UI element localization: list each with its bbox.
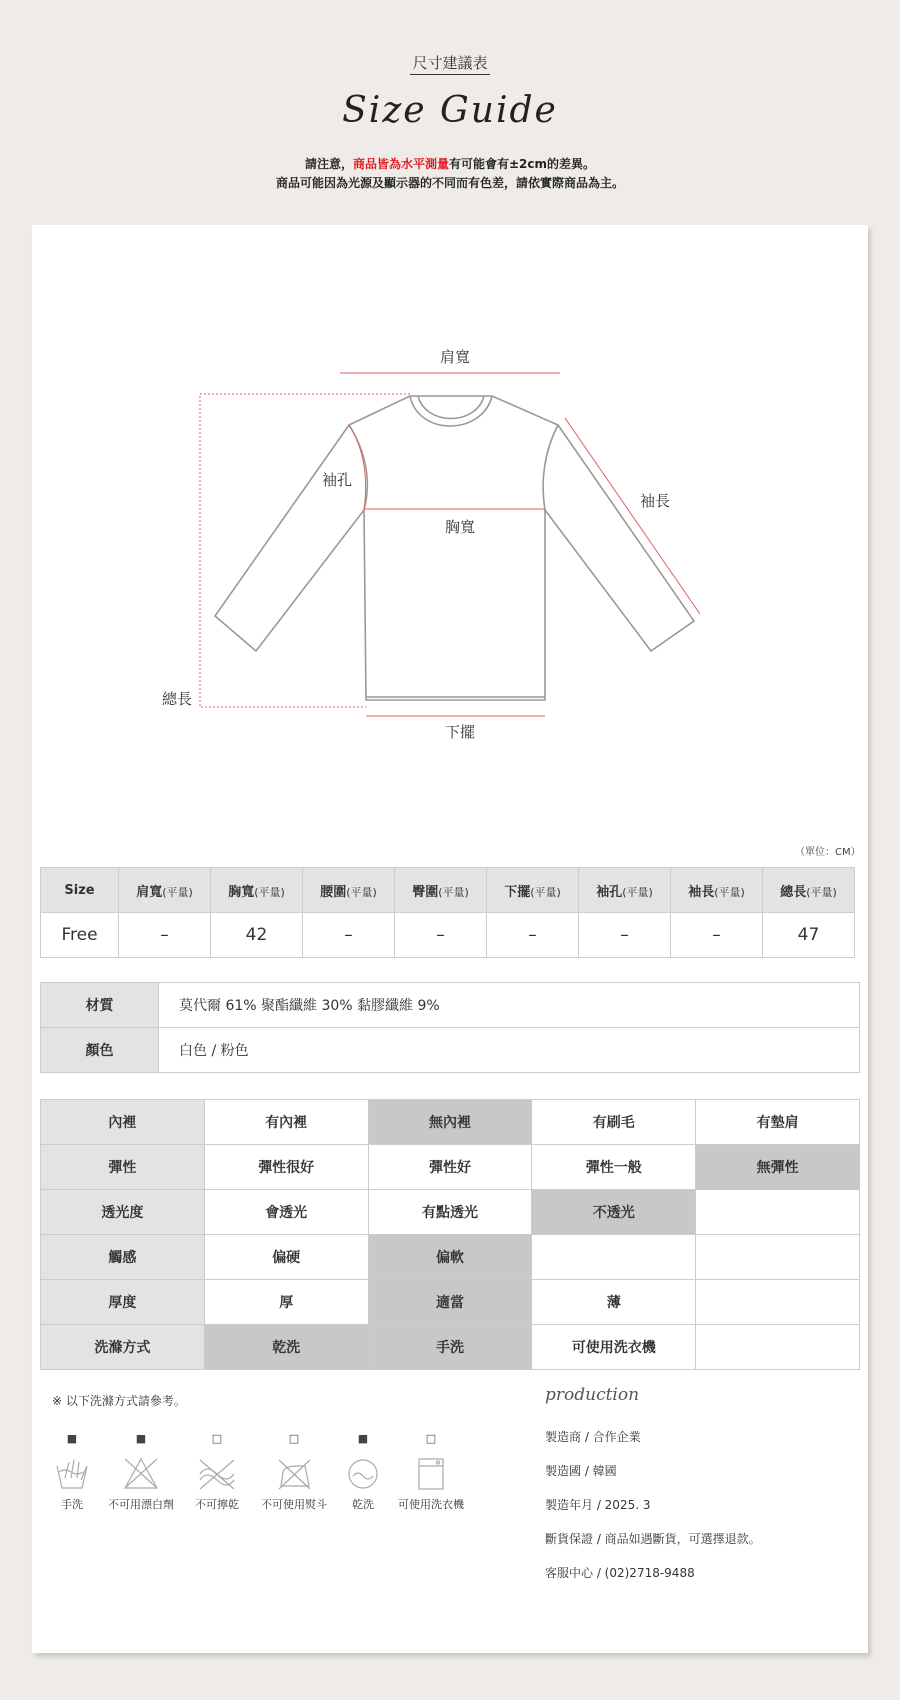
garment-measurement-diagram	[0, 0, 900, 780]
size-value-cell: 47	[763, 913, 855, 958]
label-chest: 胸寬	[444, 518, 476, 536]
wash-note: ※ 以下洗滌方式請參考。	[52, 1394, 186, 1408]
label-hem: 下擺	[444, 723, 476, 741]
wash-mark: □	[288, 1432, 300, 1445]
property-option: 手洗	[368, 1325, 532, 1370]
wash-mark: ■	[357, 1432, 369, 1445]
production-line-service: 客服中心 / (02)2718-9488	[545, 1566, 695, 1580]
size-col-header: 臀圍(平量)	[395, 868, 487, 913]
size-header-cell: Size	[41, 868, 119, 913]
property-option: 有刷毛	[532, 1100, 696, 1145]
notice-highlight: 商品皆為水平測量	[352, 157, 449, 171]
material-table	[40, 982, 860, 1073]
size-col-header: 下擺(平量)	[487, 868, 579, 913]
property-row	[41, 1190, 860, 1235]
notice-line-1: 請注意，商品皆為水平測量有可能會有±2cm的差異。	[304, 157, 596, 171]
property-option: 偏硬	[204, 1235, 368, 1280]
property-option: 可使用洗衣機	[532, 1325, 696, 1370]
size-value-cell: –	[303, 913, 395, 958]
size-value-cell: –	[671, 913, 763, 958]
property-option: 會透光	[204, 1190, 368, 1235]
wash-label: 不可擰乾	[195, 1498, 239, 1511]
size-table-header	[41, 868, 855, 913]
wash-label: 手洗	[61, 1498, 83, 1511]
notice-line-2: 商品可能因為光源及顯示器的不同而有色差，請依實際商品為主。	[275, 176, 624, 190]
wash-item-washing-machine	[395, 1432, 467, 1512]
wash-label: 不可用漂白劑	[108, 1498, 174, 1511]
wash-item-no-bleach	[103, 1432, 179, 1512]
property-option: 不透光	[532, 1190, 696, 1235]
label-sleeve: 袖長	[639, 492, 671, 510]
properties-table	[40, 1099, 860, 1370]
property-row	[41, 1325, 860, 1370]
label-shoulder: 肩寬	[439, 348, 471, 366]
unit-label: （單位：CM）	[795, 847, 861, 858]
property-option: 有點透光	[368, 1190, 532, 1235]
wash-item-no-iron	[258, 1432, 330, 1512]
property-option: 薄	[532, 1280, 696, 1325]
size-table	[40, 867, 855, 958]
material-row	[41, 983, 860, 1028]
property-option: 彈性一般	[532, 1145, 696, 1190]
production-line-manufacturer: 製造商 / 合作企業	[545, 1430, 641, 1444]
material-value: 莫代爾 61% 聚酯纖維 30% 黏膠纖維 9%	[159, 983, 860, 1028]
color-value: 白色 / 粉色	[159, 1028, 860, 1073]
property-label: 厚度	[41, 1280, 205, 1325]
hand-wash-icon	[53, 1456, 91, 1492]
property-option: 無內裡	[368, 1100, 532, 1145]
size-col-header: 胸寬(平量)	[211, 868, 303, 913]
property-option: 乾洗	[204, 1325, 368, 1370]
wash-mark: □	[211, 1432, 223, 1445]
property-option: 彈性很好	[204, 1145, 368, 1190]
property-row	[41, 1280, 860, 1325]
size-table-row	[41, 913, 855, 958]
property-option: 有墊肩	[696, 1100, 860, 1145]
color-row	[41, 1028, 860, 1073]
no-bleach-icon	[122, 1456, 160, 1492]
production-line-country: 製造國 / 韓國	[545, 1464, 617, 1478]
property-option: 彈性好	[368, 1145, 532, 1190]
property-option: 有內裡	[204, 1100, 368, 1145]
size-value-cell: 42	[211, 913, 303, 958]
color-label: 顏色	[41, 1028, 159, 1073]
property-option	[696, 1280, 860, 1325]
production-line-date: 製造年月 / 2025. 3	[545, 1498, 651, 1512]
property-option: 適當	[368, 1280, 532, 1325]
sweater-outline	[215, 396, 694, 700]
property-row	[41, 1145, 860, 1190]
property-label: 透光度	[41, 1190, 205, 1235]
page-title: Size Guide	[342, 90, 558, 131]
property-option	[532, 1235, 696, 1280]
size-guide-subtitle: 尺寸建議表	[0, 52, 900, 73]
property-option: 偏軟	[368, 1235, 532, 1280]
size-col-header: 袖孔(平量)	[579, 868, 671, 913]
size-value-cell: –	[579, 913, 671, 958]
dry-clean-icon	[345, 1456, 381, 1492]
property-option: 無彈性	[696, 1145, 860, 1190]
property-label: 彈性	[41, 1145, 205, 1190]
washing-machine-icon	[416, 1456, 446, 1492]
size-col-header: 總長(平量)	[763, 868, 855, 913]
size-value-cell: –	[395, 913, 487, 958]
size-value-cell: –	[119, 913, 211, 958]
size-col-header: 肩寬(平量)	[119, 868, 211, 913]
wash-mark: ■	[66, 1432, 78, 1445]
no-iron-icon	[275, 1456, 313, 1492]
property-option	[696, 1325, 860, 1370]
wash-mark: □	[425, 1432, 437, 1445]
property-label: 洗滌方式	[41, 1325, 205, 1370]
measurement-lines	[200, 373, 700, 716]
wash-label: 可使用洗衣機	[398, 1498, 464, 1511]
wash-label: 不可使用熨斗	[261, 1498, 327, 1511]
wash-item-hand-wash	[48, 1432, 96, 1512]
wash-mark: ■	[135, 1432, 147, 1445]
property-label: 內裡	[41, 1100, 205, 1145]
label-armhole: 袖孔	[321, 471, 353, 489]
size-value-cell: –	[487, 913, 579, 958]
property-option	[696, 1235, 860, 1280]
wash-item-no-wring	[190, 1432, 244, 1512]
property-row	[41, 1235, 860, 1280]
wash-item-dry-clean	[343, 1432, 383, 1512]
property-label: 觸感	[41, 1235, 205, 1280]
size-col-header: 袖長(平量)	[671, 868, 763, 913]
property-option: 厚	[204, 1280, 368, 1325]
production-line-guarantee: 斷貨保證 / 商品如遇斷貨，可選擇退款。	[545, 1532, 761, 1546]
production-title: production	[545, 1385, 640, 1405]
property-option	[696, 1190, 860, 1235]
wash-label: 乾洗	[352, 1498, 374, 1511]
size-col-header: 腰圍(平量)	[303, 868, 395, 913]
property-row	[41, 1100, 860, 1145]
size-row-label: Free	[41, 913, 119, 958]
material-label: 材質	[41, 983, 159, 1028]
label-length: 總長	[161, 690, 193, 708]
no-wring-icon	[197, 1456, 237, 1492]
